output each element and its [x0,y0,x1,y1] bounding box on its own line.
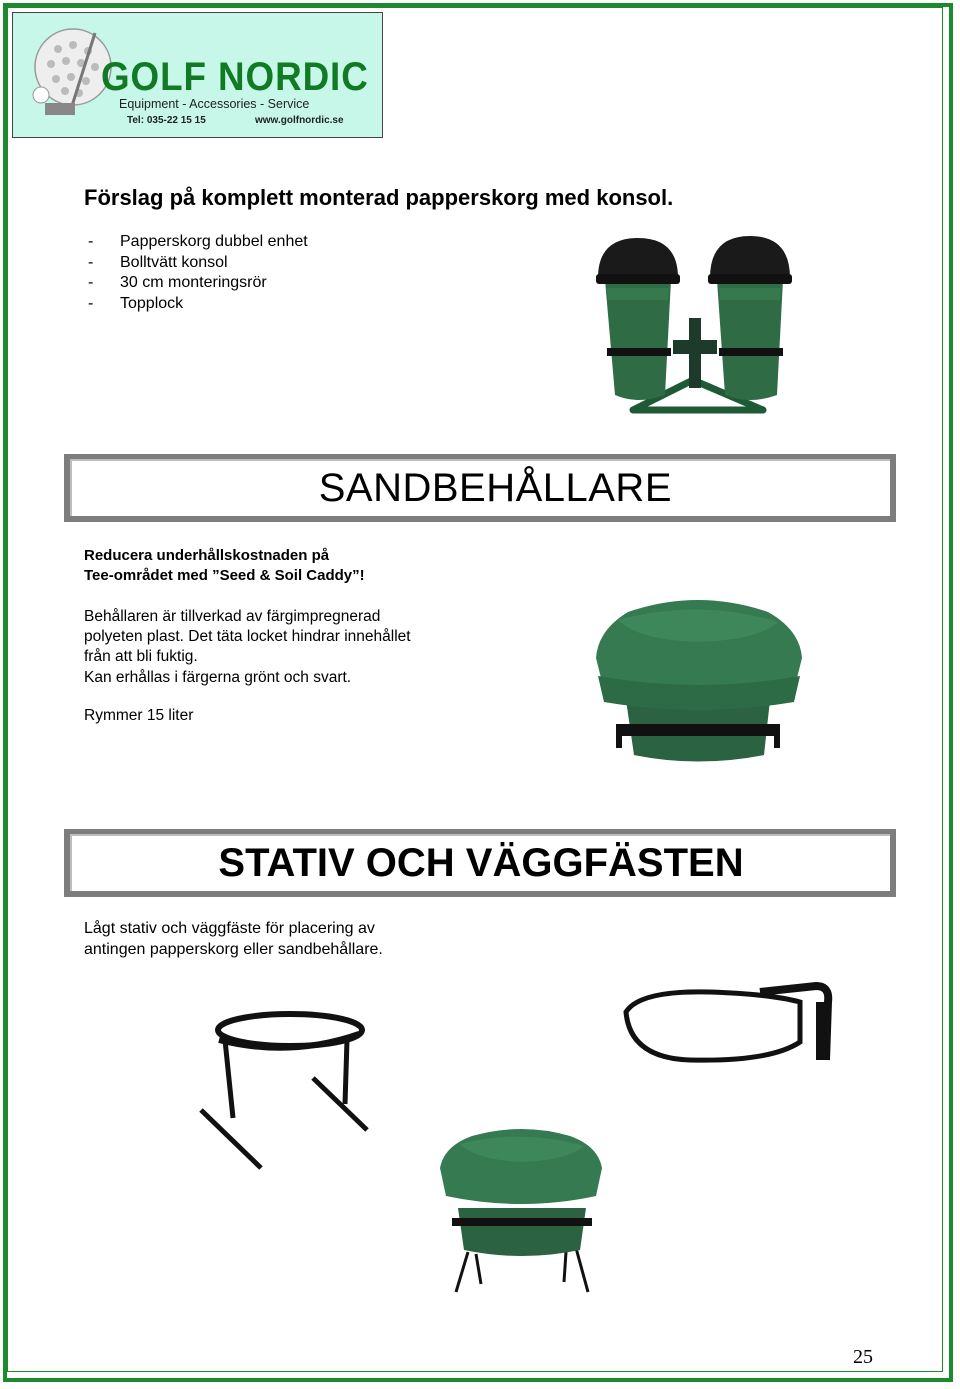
description-line: Lågt stativ och väggfäste för placering av [84,920,375,937]
banner-sand-container [64,454,896,522]
feature-list [88,232,308,314]
list-item: - Papperskorg dubbel enhet [88,232,308,253]
golf-nordic-logo [12,12,383,138]
logo-tagline: Equipment - Accessories - Service [119,97,310,111]
description-line: polyeten plast. Det täta locket hindrar innehållet [84,628,411,646]
description-line: Behållaren är tillverkad av färgimpregnerad [84,608,381,625]
description-line: Kan erhållas i färgerna grönt och svart. [84,668,352,686]
section-heading-waste-bin: Förslag på komplett monterad papperskorg med konsol. [84,185,674,210]
logo-phone: Tel: 035-22 15 15 [127,115,206,126]
lead-line: Reducera underhållskostnaden på [84,547,330,564]
logo-website: www.golfnordic.se [255,115,344,126]
list-item: - Bolltvätt konsol [88,253,308,274]
lead-line: Tee-området med ”Seed & Soil Caddy”! [84,567,365,584]
banner-stands-wall-mounts-title: STATIV OCH VÄGGFÄSTEN [218,841,744,885]
low-stand-image [195,1000,375,1180]
list-item: - Topplock [88,294,308,315]
logo-brand-text: GOLF NORDIC [101,55,369,99]
sand-container-image [588,590,808,770]
page-number: 25 [853,1346,873,1368]
double-waste-bin-image [593,230,793,430]
wall-bracket-image [620,982,840,1072]
list-item: - 30 cm monteringsrör [88,273,308,294]
stands-description [84,919,383,960]
description-line: från att bli fuktig. [84,648,198,666]
sand-container-lead [84,546,365,586]
capacity-text: Rymmer 15 liter [84,707,194,724]
description-line: antingen papperskorg eller sandbehållare. [84,940,383,958]
sand-container-description [84,607,411,688]
banner-stands-wall-mounts [64,829,896,897]
sand-container-on-stand-image [436,1124,606,1294]
banner-sand-container-title: SANDBEHÅLLARE [318,466,672,510]
